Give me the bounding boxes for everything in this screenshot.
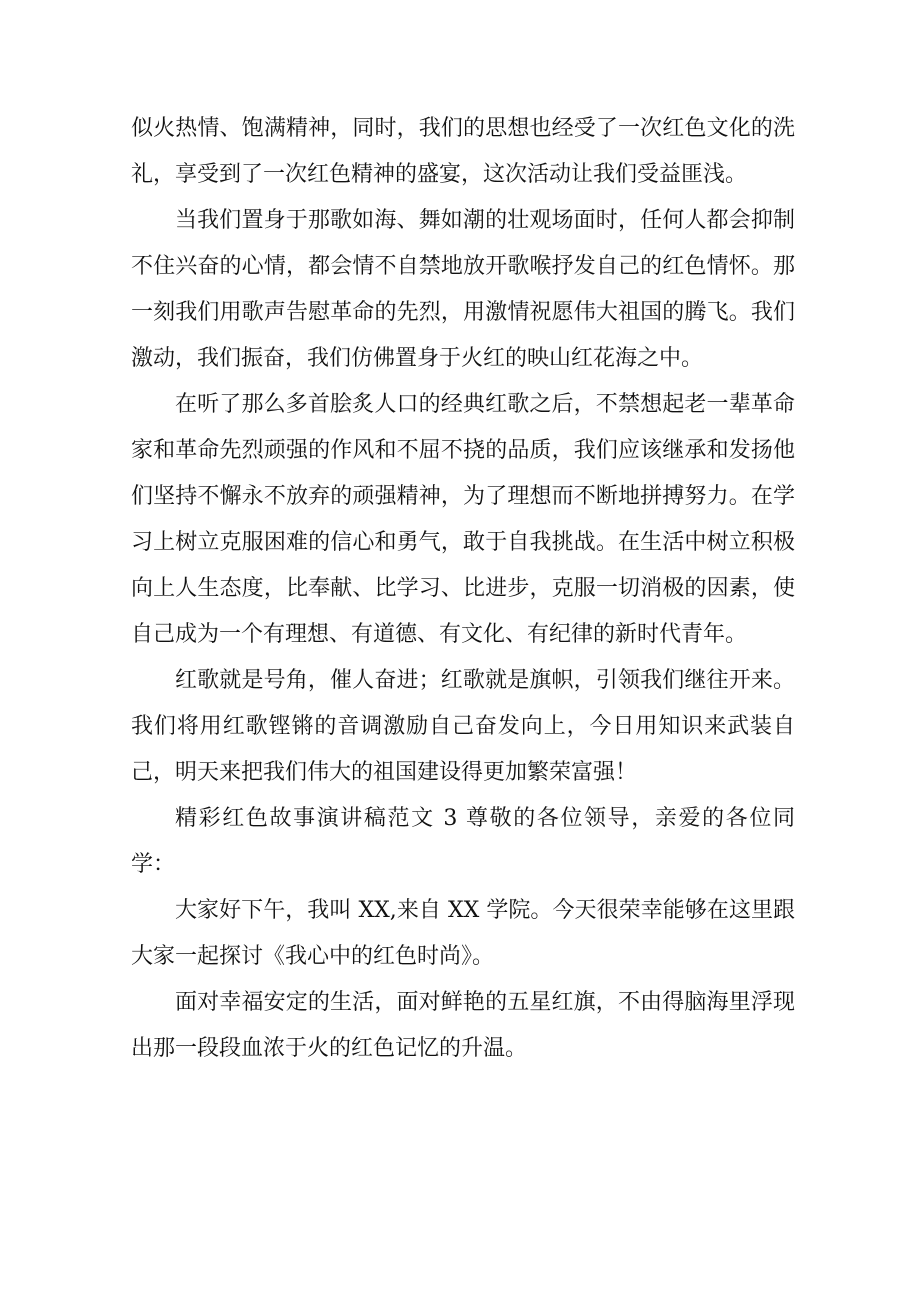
paragraph-7: 面对幸福安定的生活，面对鲜艳的五星红旗，不由得脑海里浮现出那一段段血浓于火的红色记忆的升温。 <box>131 990 795 1061</box>
paragraph-5: 精彩红色故事演讲稿范文 3 尊敬的各位领导，亲爱的各位同学： <box>131 806 795 877</box>
paragraph-4: 红歌就是号角，催人奋进；红歌就是旗帜，引领我们继往开来。我们将用红歌铿锵的音调激励自己奋发向上，今日用知识来武装自己，明天来把我们伟大的祖国建设得更加繁荣富强！ <box>131 668 795 785</box>
document-body <box>131 106 795 1072</box>
paragraph-2: 当我们置身于那歌如海、舞如潮的壮观场面时，任何人都会抑制不住兴奋的心情，都会情不自禁地放开歌喉抒发自己的红色情怀。那一刻我们用歌声告慰革命的先烈，用激情祝愿伟大祖国的腾飞。我们激动，我们振奋，我们仿佛置身于火红的映山红花海之中。 <box>131 208 795 371</box>
paragraph-1: 似火热情、饱满精神，同时，我们的思想也经受了一次红色文化的洗礼，享受到了一次红色精神的盛宴，这次活动让我们受益匪浅。 <box>131 116 795 187</box>
paragraph-3: 在听了那么多首脍炙人口的经典红歌之后，不禁想起老一辈革命家和革命先烈顽强的作风和不屈不挠的品质，我们应该继承和发扬他们坚持不懈永不放弃的顽强精神，为了理想而不断地拼搏努力。在学习上树立克服困难的信心和勇气，敢于自我挑战。在生活中树立积极向上人生态度，比奉献、比学习、比进步，克服一切消极的因素，使自己成为一个有理想、有道德、有文化、有纪律的新时代青年。 <box>131 392 795 647</box>
paragraph-6: 大家好下午，我叫 XX,来自 XX 学院。今天很荣幸能够在这里跟大家一起探讨《我心中的红色时尚》。 <box>131 898 795 969</box>
